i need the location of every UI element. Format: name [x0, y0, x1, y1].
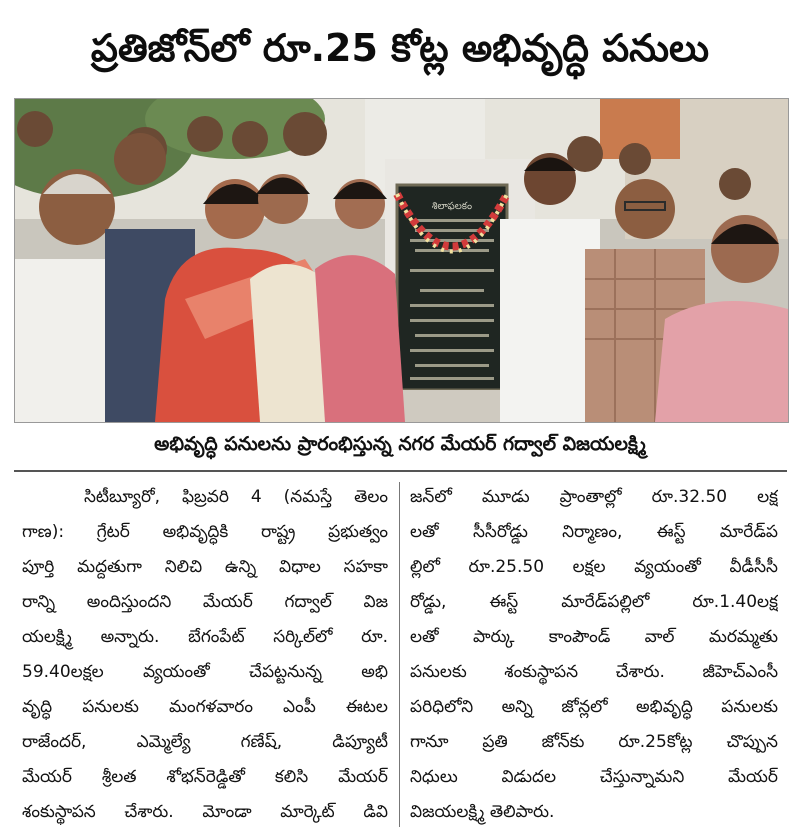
- article-line: శంకుస్థాపన చేశారు. మోండా మార్కెట్ డివి: [22, 802, 388, 822]
- article-line: గాణ): గ్రేటర్ అభివృద్ధికి రాష్ట్ర ప్రభుత్వం: [22, 522, 388, 542]
- article-line: రాజేందర్, ఎమ్మెల్యే గణేష్, డిప్యూటీ: [22, 732, 388, 752]
- article-line: గానూ ప్రతి జోన్‌కు రూ.25కోట్ల చొప్పున: [410, 732, 778, 752]
- article-line: యలక్ష్మి అన్నారు. బేగంపేట్ సర్కిల్‌లో రూ.: [22, 627, 388, 647]
- article-line: నిధులు విడుదల చేస్తున్నామని మేయర్: [410, 767, 778, 787]
- plaque-base: [387, 390, 517, 422]
- headline: ప్రతిజోన్‌లో రూ.25 కోట్ల అభివృద్ధి పనులు: [90, 26, 710, 70]
- article-line: విజయలక్ష్మి తెలిపారు.: [410, 802, 555, 822]
- article-line: లతో పార్కు కాంపౌండ్ వాల్ మరమ్మతు: [410, 627, 778, 647]
- article-line: లతో సీసీరోడ్డు నిర్మాణం, ఈస్ట్ మారేడ్‌ప: [410, 522, 778, 542]
- article-line: పనులకు శంకుస్థాపన చేశారు. జీహెచ్‌ఎంసీ: [410, 662, 778, 682]
- article-line: మేయర్ శ్రీలత శోభన్‌రెడ్డితో కలిసి మేయర్: [22, 767, 388, 787]
- column-divider: [399, 482, 400, 827]
- article-line: ల్లిలో రూ.25.50 లక్షల వ్యయంతో వీడీసీసీ: [410, 557, 778, 577]
- photo-caption: అభివృద్ధి పనులను ప్రారంభిస్తున్న నగర మేయర్ గద్వాల్ విజయలక్ష్మి: [154, 433, 646, 455]
- article-line: 59.40లక్షల వ్యయంతో చేపట్టనున్న అభి: [22, 662, 388, 682]
- article-line: సిటీబ్యూరో, ఫిబ్రవరి 4 (నమస్తే తెలం: [84, 487, 388, 507]
- article-line: పరిధిలోని అన్ని జోన్లలో అభివృద్ధి పనులకు: [410, 697, 778, 717]
- plaque-title: శిలాఫలకం: [431, 201, 473, 212]
- article-line: వృద్ధి పనులకు మంగళవారం ఎంపీ ఈటల: [22, 697, 388, 717]
- article-line: పూర్తి మద్దతుగా నిలిచి ఉన్ని విధాల సహకా: [22, 557, 388, 577]
- article-line: రోడ్డు, ఈస్ట్ మారేడ్‌పల్లిలో రూ.1.40లక్ష: [410, 592, 778, 612]
- article-line: రాన్ని అందిస్తుందని మేయర్ గద్వాల్ విజ: [22, 592, 388, 612]
- article-line: జన్‌లో మూడు ప్రాంతాల్లో రూ.32.50 లక్ష: [410, 487, 778, 507]
- article-column-right: [410, 480, 778, 832]
- article-column-left: [22, 480, 388, 832]
- news-photo: [14, 98, 789, 423]
- caption-rule: [14, 470, 787, 472]
